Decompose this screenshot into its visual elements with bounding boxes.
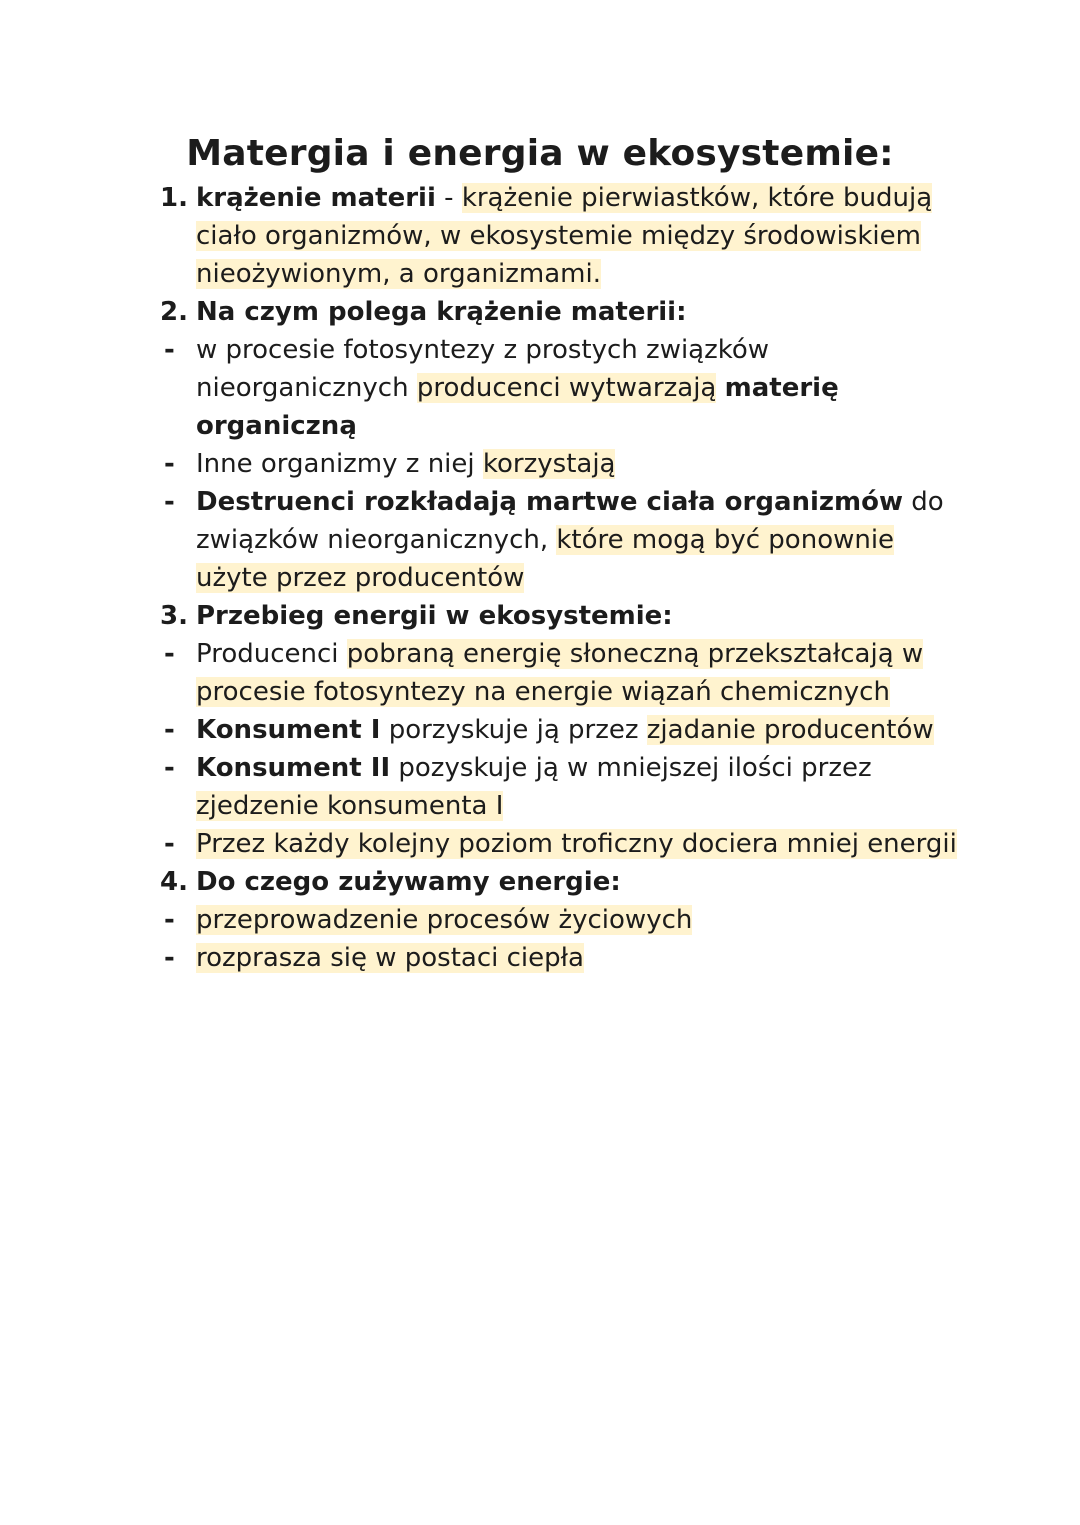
highlighted-text: zjedzenie konsumenta I [196, 791, 504, 821]
bullet-text: w procesie fotosyntezy z prostych związków nieorganicznych [196, 335, 770, 403]
highlighted-text: zjadanie producentów [646, 715, 934, 745]
highlighted-text: rozprasza się w postaci ciepła [196, 943, 584, 973]
numbered-item-4 [160, 863, 960, 901]
bullet-text: Inne organizmy z niej [196, 449, 483, 479]
section-heading: Przebieg energii w ekosystemie: [196, 601, 673, 631]
highlighted-text: korzystają [482, 449, 616, 479]
bullet-item [160, 939, 960, 977]
highlighted-text: Przez każdy kolejny poziom troficzny dociera mniej energii [196, 829, 957, 859]
page-title: Matergia i energia w ekosystemie: [186, 133, 894, 174]
bullet-dash: - [164, 753, 175, 783]
item-number: 2. [160, 297, 188, 327]
bullet-text: pozyskuje ją w mniejszej ilości przez [390, 753, 872, 783]
notes-body [160, 179, 960, 977]
numbered-item-1 [160, 179, 960, 293]
highlighted-text: pobraną energię słoneczną przekształcają w procesie fotosyntezy na energie wiązań chemicznych [196, 639, 924, 707]
bullet-item [160, 483, 960, 597]
highlighted-text: przeprowadzenie procesów życiowych [196, 905, 693, 935]
bullet-text: Producenci [196, 639, 347, 669]
bullet-dash: - [164, 335, 175, 365]
bullet-text: do związków nieorganicznych, [196, 487, 944, 555]
bullet-item [160, 445, 960, 483]
bullet-dash: - [164, 715, 175, 745]
numbered-item-2 [160, 293, 960, 331]
section-heading: Do czego zużywamy energie: [196, 867, 621, 897]
definition-text: krążenie pierwiastków, które budują ciało organizmów, w ekosystemie między środowiskiem nieożywionym, a organizmami. [196, 183, 933, 289]
bullet-text: porzyskuje ją przez [380, 715, 647, 745]
item-number: 4. [160, 867, 188, 897]
bullet-dash: - [164, 905, 175, 935]
bullet-item [160, 749, 960, 825]
bullet-dash: - [164, 639, 175, 669]
bullet-dash: - [164, 487, 175, 517]
bold-text: Konsument I [196, 715, 381, 745]
bullet-item [160, 331, 960, 445]
bold-text: Konsument II [196, 753, 391, 783]
numbered-item-3 [160, 597, 960, 635]
bullet-dash: - [164, 449, 175, 479]
highlighted-text: które mogą być ponownie użyte przez producentów [196, 525, 895, 593]
bullet-item [160, 711, 960, 749]
separator-text: - [435, 183, 462, 213]
term-krazenie-materii: krążenie materii [196, 183, 436, 213]
highlighted-text: producenci wytwarzają [416, 373, 717, 403]
bullet-item [160, 635, 960, 711]
bold-text: materię organiczną [196, 373, 839, 441]
bold-text: Destruenci rozkładają martwe ciała organizmów [196, 487, 904, 517]
bullet-dash: - [164, 829, 175, 859]
item-number: 3. [160, 601, 188, 631]
section-heading: Na czym polega krążenie materii: [196, 297, 687, 327]
spacer-text [716, 373, 724, 403]
bullet-item [160, 825, 960, 863]
bullet-dash: - [164, 943, 175, 973]
bullet-item [160, 901, 960, 939]
item-number: 1. [160, 183, 188, 213]
